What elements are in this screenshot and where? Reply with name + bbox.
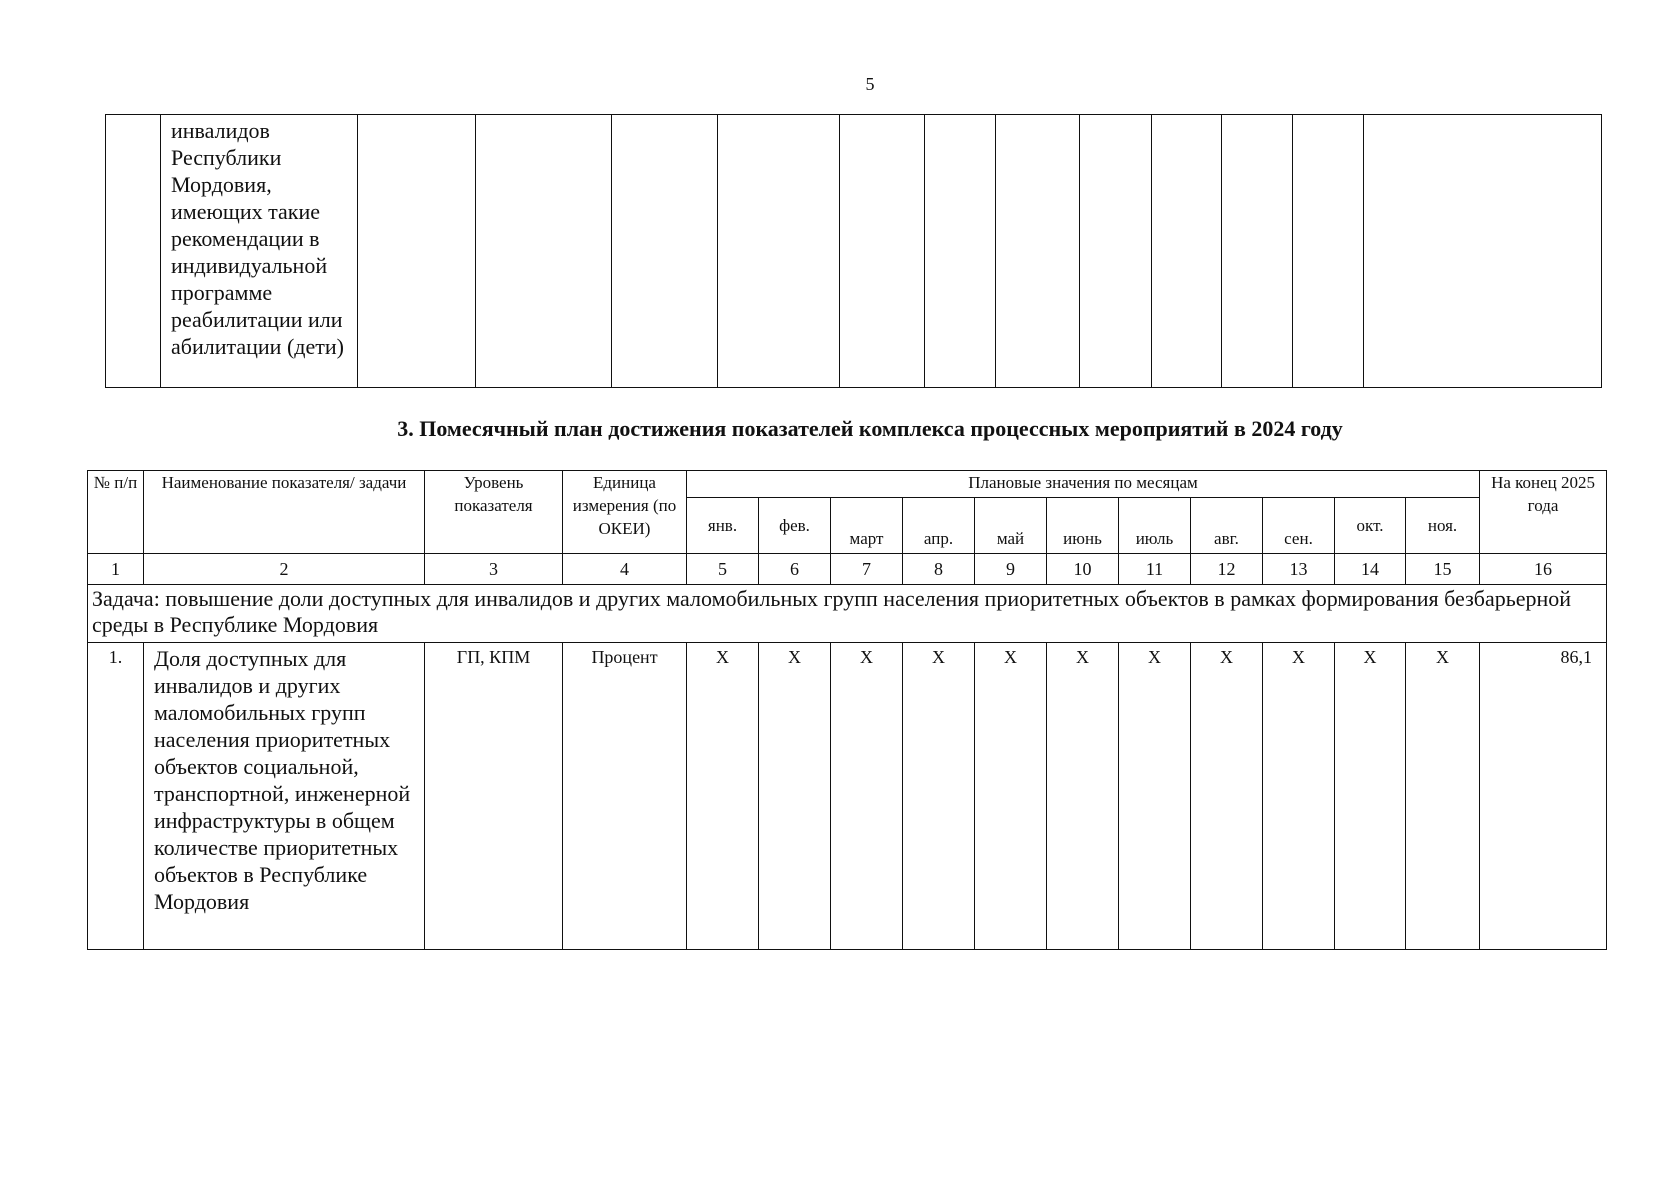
continuation-row — [106, 115, 1602, 388]
column-number: 10 — [1047, 554, 1119, 585]
month-header: май — [975, 498, 1047, 554]
indicator-unit: Процент — [563, 643, 687, 950]
continuation-table — [105, 114, 1602, 388]
column-number: 2 — [144, 554, 425, 585]
column-number: 6 — [759, 554, 831, 585]
monthly-plan-table — [87, 470, 1607, 950]
column-number: 12 — [1191, 554, 1263, 585]
end-value: 86,1 — [1480, 643, 1607, 950]
header-end: На конец 2025 года — [1480, 471, 1607, 554]
task-text: Задача: повышение доли доступных для инвалидов и других маломобильных групп населения приоритетных объектов в рамках формирования безбарьерной среды в Республике Мордовия — [88, 585, 1607, 643]
column-number: 15 — [1406, 554, 1480, 585]
column-number: 16 — [1480, 554, 1607, 585]
section-title: 3. Помесячный план достижения показателей комплекса процессных мероприятий в 2024 году — [397, 416, 1343, 441]
cont-cell-name: инвалидов Республики Мордовия, имеющих такие рекомендации в индивидуальной программе реабилитации или абилитации (дети) — [161, 115, 358, 388]
month-header: апр. — [903, 498, 975, 554]
table-row — [88, 643, 1607, 950]
header-plan-group: Плановые значения по месяцам — [687, 471, 1480, 498]
column-number-row — [88, 554, 1607, 585]
cont-cell — [476, 115, 612, 388]
month-header: сен. — [1263, 498, 1335, 554]
cont-cell — [840, 115, 925, 388]
month-header: авг. — [1191, 498, 1263, 554]
cont-cell — [996, 115, 1080, 388]
indicator-level: ГП, КПМ — [425, 643, 563, 950]
column-number: 1 — [88, 554, 144, 585]
column-number: 14 — [1335, 554, 1406, 585]
column-number: 7 — [831, 554, 903, 585]
cont-cell — [612, 115, 718, 388]
header-unit: Единица измерения (по ОКЕИ) — [563, 471, 687, 554]
cont-cell — [358, 115, 476, 388]
column-number: 13 — [1263, 554, 1335, 585]
monthly-value: X — [831, 643, 903, 950]
month-header: фев. — [759, 498, 831, 554]
column-number: 5 — [687, 554, 759, 585]
cont-cell — [718, 115, 840, 388]
column-number: 9 — [975, 554, 1047, 585]
month-header: март — [831, 498, 903, 554]
page-number: 5 — [865, 74, 875, 94]
header-level: Уровень показателя — [425, 471, 563, 554]
column-number: 8 — [903, 554, 975, 585]
monthly-value: X — [1406, 643, 1480, 950]
monthly-value: X — [975, 643, 1047, 950]
monthly-value: X — [687, 643, 759, 950]
monthly-value: X — [1047, 643, 1119, 950]
cont-cell — [1080, 115, 1152, 388]
header-num: № п/п — [88, 471, 144, 554]
month-header: янв. — [687, 498, 759, 554]
cont-cell — [925, 115, 996, 388]
month-header: июнь — [1047, 498, 1119, 554]
header-row — [88, 471, 1607, 498]
cont-cell — [1152, 115, 1222, 388]
row-num: 1. — [88, 643, 144, 950]
cont-cell — [1364, 115, 1602, 388]
month-header: окт. — [1335, 498, 1406, 554]
month-header: июль — [1119, 498, 1191, 554]
indicator-name: Доля доступных для инвалидов и других маломобильных групп населения приоритетных объектов социальной, транспортной, инженерной инфраструктуры в общем количестве приоритетных объектов в Республике Мордовия — [144, 643, 425, 950]
column-number: 3 — [425, 554, 563, 585]
column-number: 11 — [1119, 554, 1191, 585]
monthly-value: X — [1191, 643, 1263, 950]
monthly-value: X — [903, 643, 975, 950]
cont-cell — [1222, 115, 1293, 388]
monthly-value: X — [1119, 643, 1191, 950]
monthly-value: X — [759, 643, 831, 950]
month-header: ноя. — [1406, 498, 1480, 554]
cont-cell-num — [106, 115, 161, 388]
monthly-value: X — [1335, 643, 1406, 950]
column-number: 4 — [563, 554, 687, 585]
header-name: Наименование показателя/ задачи — [144, 471, 425, 554]
task-row — [88, 585, 1607, 643]
cont-cell — [1293, 115, 1364, 388]
monthly-value: X — [1263, 643, 1335, 950]
